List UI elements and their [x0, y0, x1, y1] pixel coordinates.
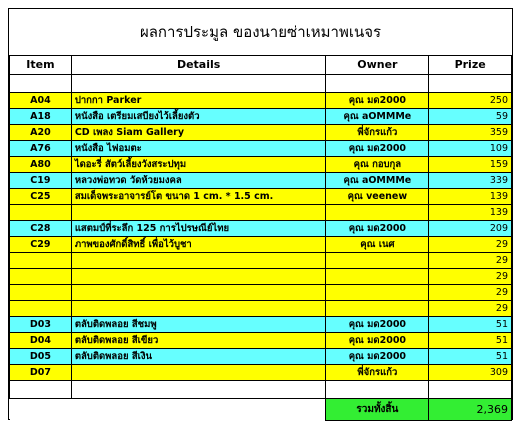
prize-cell: 29 — [429, 237, 512, 253]
details-cell — [71, 285, 326, 301]
empty-cell — [429, 75, 512, 93]
prize-cell: 51 — [429, 349, 512, 365]
table-row — [10, 365, 512, 381]
details-cell: ภาพของศักดิ์สิทธิ์ เพื่อไว้บูชา — [71, 237, 326, 253]
table-row — [10, 205, 512, 221]
owner-cell: คุณ มด2000 — [326, 141, 429, 157]
item-cell: C29 — [10, 237, 72, 253]
table-row — [10, 189, 512, 205]
total-row — [10, 399, 512, 421]
table-row — [10, 285, 512, 301]
item-cell: A80 — [10, 157, 72, 173]
prize-cell: 51 — [429, 317, 512, 333]
table-row — [10, 173, 512, 189]
details-cell — [71, 205, 326, 221]
results-table — [9, 55, 512, 421]
owner-cell: พี่จักรแก้ว — [326, 125, 429, 141]
table-row — [10, 221, 512, 237]
item-cell — [10, 269, 72, 285]
prize-cell: 139 — [429, 189, 512, 205]
details-cell: แสตมป์ที่ระลึก 125 การไปรษณีย์ไทย — [71, 221, 326, 237]
details-cell: ปากกา Parker — [71, 93, 326, 109]
prize-cell: 359 — [429, 125, 512, 141]
item-cell: A20 — [10, 125, 72, 141]
empty-cell — [10, 399, 72, 421]
header-row — [10, 56, 512, 75]
total-value: 2,369 — [429, 399, 512, 421]
owner-cell: พี่จักรแก้ว — [326, 365, 429, 381]
header-prize: Prize — [429, 56, 512, 75]
item-cell: D05 — [10, 349, 72, 365]
owner-cell: คุณ กอบกุล — [326, 157, 429, 173]
table-row — [10, 93, 512, 109]
owner-cell: คุณ มด2000 — [326, 317, 429, 333]
owner-cell: คุณ มด2000 — [326, 93, 429, 109]
item-cell — [10, 285, 72, 301]
total-label: รวมทั้งสิ้น — [326, 399, 429, 421]
prize-cell: 29 — [429, 301, 512, 317]
details-cell: หลวงพ่อทวด วัดห้วยมงคล — [71, 173, 326, 189]
details-cell — [71, 301, 326, 317]
prize-cell: 59 — [429, 109, 512, 125]
prize-cell: 339 — [429, 173, 512, 189]
item-cell: D07 — [10, 365, 72, 381]
table-row — [10, 253, 512, 269]
details-cell: หนังสือ เตรียมเสบียงไว้เลี้ยงตัว — [71, 109, 326, 125]
table-row — [10, 125, 512, 141]
sheet-title: ผลการประมูล ของนายซ่าเหมาพเนจร — [139, 23, 382, 41]
item-cell: C25 — [10, 189, 72, 205]
item-cell: C19 — [10, 173, 72, 189]
table-row — [10, 317, 512, 333]
table-row — [10, 237, 512, 253]
item-cell: A18 — [10, 109, 72, 125]
table-row — [10, 109, 512, 125]
prize-cell: 139 — [429, 205, 512, 221]
item-cell — [10, 253, 72, 269]
item-cell: D04 — [10, 333, 72, 349]
empty-cell — [429, 381, 512, 399]
details-cell: ไดอะรี่ สัตว์เลี้ยงวังสระปทุม — [71, 157, 326, 173]
owner-cell: คุณ veenew — [326, 189, 429, 205]
table-row — [10, 157, 512, 173]
item-cell: A04 — [10, 93, 72, 109]
prize-cell: 29 — [429, 253, 512, 269]
owner-cell — [326, 205, 429, 221]
owner-cell: คุณ aOMMMe — [326, 109, 429, 125]
owner-cell — [326, 285, 429, 301]
details-cell: CD เพลง Siam Gallery — [71, 125, 326, 141]
empty-cell — [326, 381, 429, 399]
prize-cell: 51 — [429, 333, 512, 349]
prize-cell: 109 — [429, 141, 512, 157]
header-item: Item — [10, 56, 72, 75]
details-cell — [71, 365, 326, 381]
table-row — [10, 141, 512, 157]
prize-cell: 309 — [429, 365, 512, 381]
details-cell — [71, 269, 326, 285]
details-cell: ตลับติดพลอย สีชมพู — [71, 317, 326, 333]
details-cell — [71, 253, 326, 269]
empty-cell — [71, 399, 326, 421]
empty-cell — [10, 75, 72, 93]
header-owner: Owner — [326, 56, 429, 75]
empty-cell — [10, 381, 72, 399]
item-cell: A76 — [10, 141, 72, 157]
prize-cell: 29 — [429, 285, 512, 301]
owner-cell — [326, 301, 429, 317]
details-cell: ตลับติดพลอย สีเงิน — [71, 349, 326, 365]
owner-cell: คุณ เนศ — [326, 237, 429, 253]
details-cell: สมเด็จพระอาจารย์โต ขนาด 1 cm. * 1.5 cm. — [71, 189, 326, 205]
empty-cell — [71, 381, 326, 399]
empty-cell — [71, 75, 326, 93]
auction-results-sheet — [8, 8, 513, 420]
owner-cell: คุณ มด2000 — [326, 221, 429, 237]
prize-cell: 159 — [429, 157, 512, 173]
prize-cell: 209 — [429, 221, 512, 237]
table-row — [10, 349, 512, 365]
details-cell: ตลับติดพลอย สีเขียว — [71, 333, 326, 349]
spacer-row-top — [10, 75, 512, 93]
spacer-row-bottom — [10, 381, 512, 399]
item-cell: D03 — [10, 317, 72, 333]
owner-cell: คุณ aOMMMe — [326, 173, 429, 189]
prize-cell: 250 — [429, 93, 512, 109]
table-row — [10, 301, 512, 317]
item-cell — [10, 205, 72, 221]
empty-cell — [326, 75, 429, 93]
item-cell: C28 — [10, 221, 72, 237]
owner-cell: คุณ มด2000 — [326, 333, 429, 349]
details-cell: หนังสือ ไฟอมตะ — [71, 141, 326, 157]
table-row — [10, 333, 512, 349]
owner-cell: คุณ มด2000 — [326, 349, 429, 365]
header-details: Details — [71, 56, 326, 75]
owner-cell — [326, 253, 429, 269]
table-row — [10, 269, 512, 285]
item-cell — [10, 301, 72, 317]
owner-cell — [326, 269, 429, 285]
prize-cell: 29 — [429, 269, 512, 285]
